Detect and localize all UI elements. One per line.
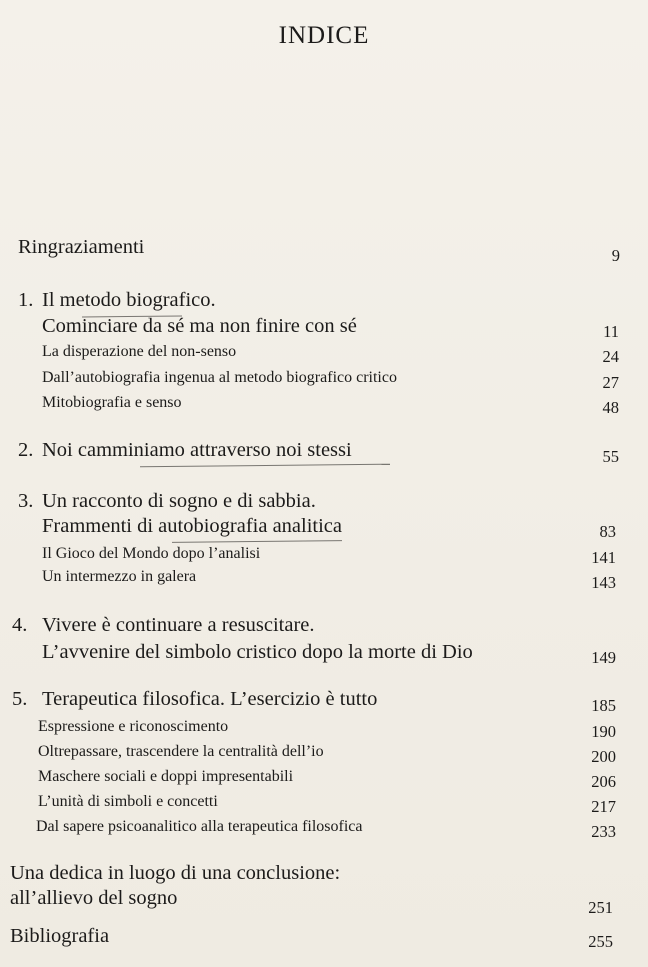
toc-subentry-page: 233 — [591, 822, 616, 841]
toc-entry-bibliografia: Bibliografia — [10, 925, 110, 947]
toc-entry-ringraziamenti: Ringraziamenti — [18, 236, 145, 258]
toc-page-ch5: 185 — [591, 696, 616, 715]
pencil-underline — [172, 540, 342, 543]
toc-page-ch1: 11 — [603, 322, 619, 341]
chapter-number-5: 5. — [12, 688, 28, 710]
chapter-number-2: 2. — [18, 439, 34, 461]
chapter-title-1-line2: Cominciare da sé ma non finire con sé — [42, 315, 357, 337]
toc-subentry-page: 143 — [591, 573, 616, 592]
toc-page-bibliografia: 255 — [588, 932, 613, 951]
toc-subentry: Dal sapere psicoanalitico alla terapeutica filosofica — [36, 818, 363, 835]
toc-subentry: Mitobiografia e senso — [42, 394, 182, 411]
chapter-number-1: 1. — [18, 289, 34, 311]
chapter-number-4: 4. — [12, 614, 28, 636]
toc-subentry: Oltrepassare, trascendere la centralità dell’io — [38, 743, 324, 760]
toc-subentry: Il Gioco del Mondo dopo l’analisi — [42, 545, 261, 562]
toc-subentry-page: 27 — [602, 373, 619, 392]
toc-subentry-page: 217 — [591, 797, 616, 816]
toc-page-ringraziamenti: 9 — [611, 246, 620, 265]
toc-page-ch4: 149 — [591, 648, 616, 667]
toc-subentry: Dall’autobiografia ingenua al metodo biografico critico — [42, 369, 397, 386]
toc-page-ch3: 83 — [599, 522, 616, 541]
toc-page-ch2: 55 — [602, 447, 619, 466]
chapter-title-3-line2: Frammenti di autobiografia analitica — [42, 515, 342, 537]
chapter-number-3: 3. — [18, 490, 34, 512]
chapter-title-1-line1: Il metodo biografico. — [42, 289, 216, 311]
toc-subentry-page: 24 — [602, 347, 619, 366]
chapter-title-4-line1: Vivere è continuare a resuscitare. — [42, 614, 315, 636]
toc-subentry-page: 141 — [591, 548, 616, 567]
toc-subentry-page: 206 — [591, 772, 616, 791]
page-title: INDICE — [278, 22, 370, 49]
pencil-underline — [140, 464, 390, 468]
toc-subentry: La disperazione del non-senso — [42, 343, 237, 360]
toc-subentry: Maschere sociali e doppi impresentabili — [38, 768, 294, 785]
toc-subentry-page: 48 — [602, 398, 619, 417]
chapter-title-5: Terapeutica filosofica. L’esercizio è tutto — [42, 688, 378, 710]
chapter-title-4-line2: L’avvenire del simbolo cristico dopo la morte di Dio — [42, 641, 473, 663]
chapter-title-2: Noi camminiamo attraverso noi stessi — [42, 439, 352, 461]
toc-subentry: Un intermezzo in galera — [42, 568, 197, 585]
toc-entry-dedica-line1: Una dedica in luogo di una conclusione: — [10, 862, 341, 884]
toc-entry-dedica-line2: all’allievo del sogno — [10, 887, 178, 909]
toc-subentry: L’unità di simboli e concetti — [38, 793, 218, 810]
toc-subentry: Espressione e riconoscimento — [38, 718, 229, 735]
toc-subentry-page: 200 — [591, 747, 616, 766]
toc-subentry-page: 190 — [591, 722, 616, 741]
chapter-title-3-line1: Un racconto di sogno e di sabbia. — [42, 490, 316, 512]
toc-page-dedica: 251 — [588, 898, 613, 917]
